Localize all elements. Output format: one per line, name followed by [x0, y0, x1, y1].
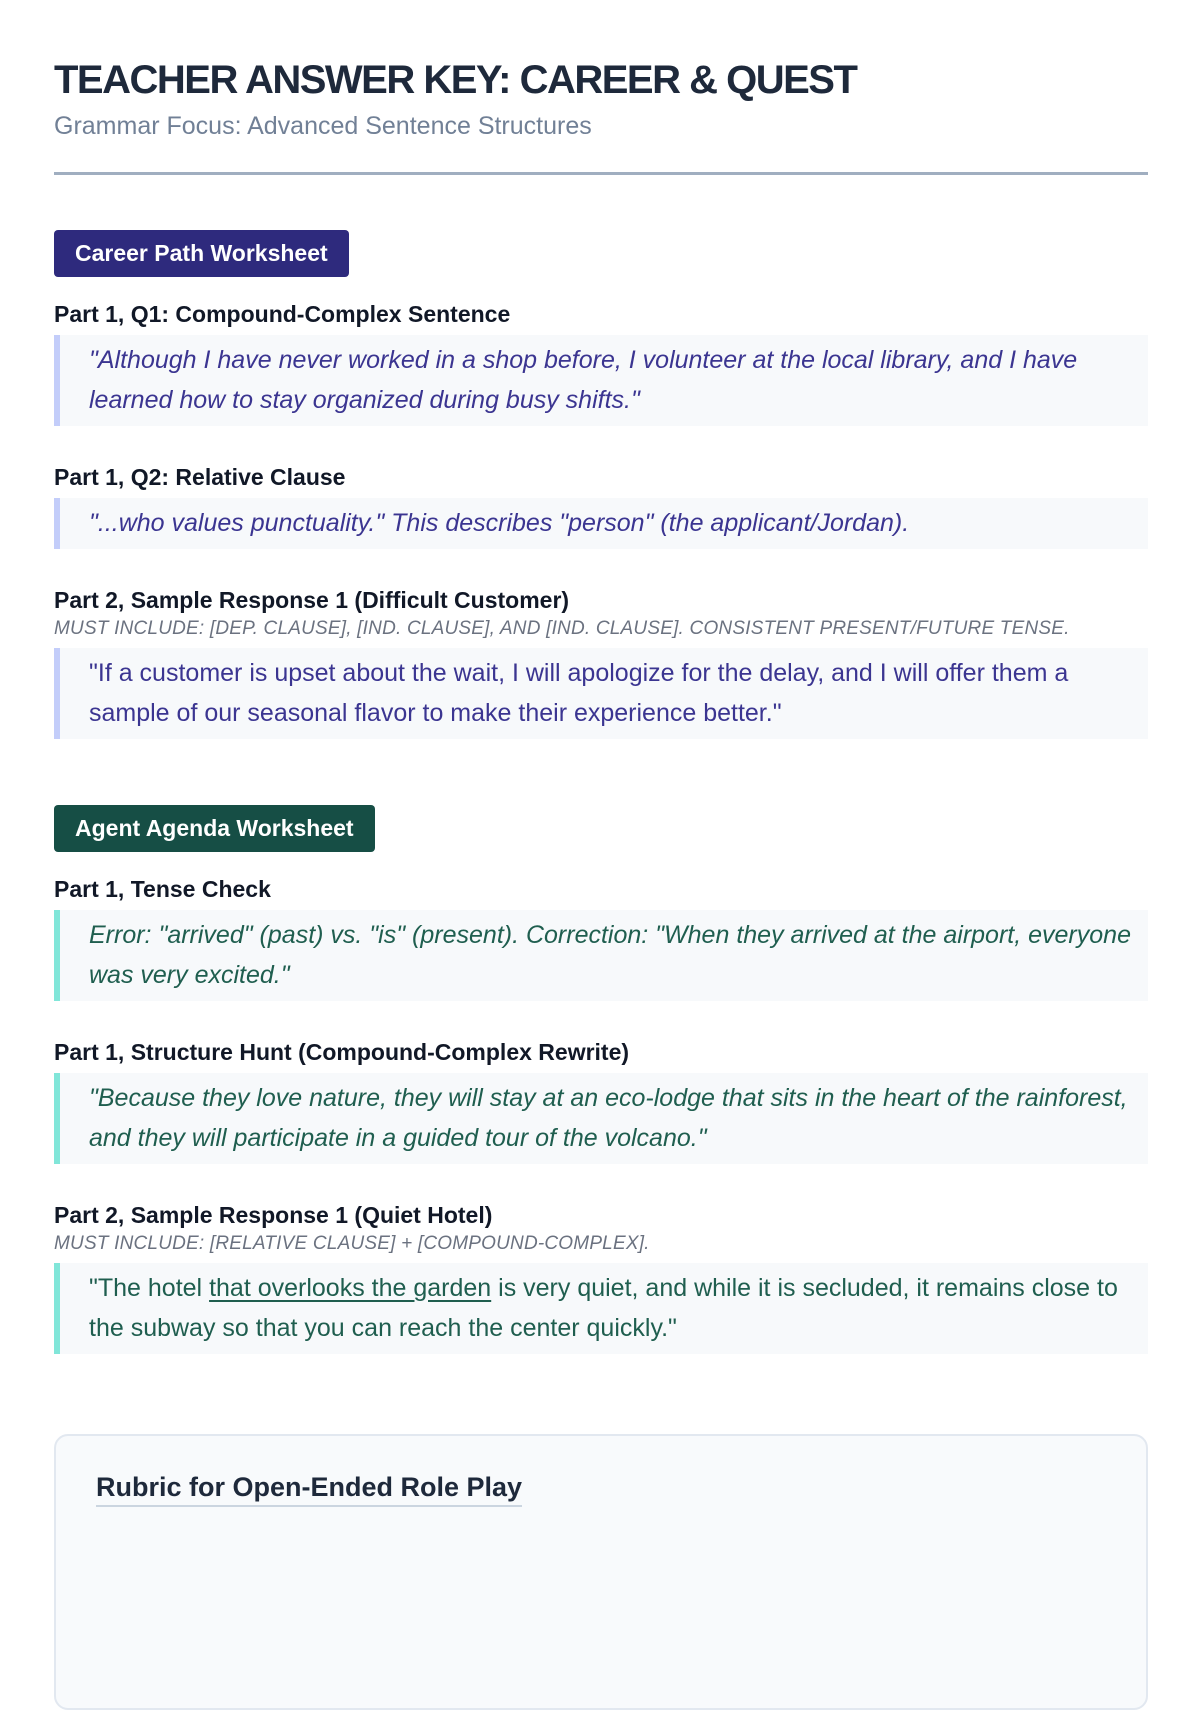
answer-quote: "Although I have never worked in a shop before, I volunteer at the local library, and I have learned how to stay organized during busy shifts." — [54, 335, 1148, 426]
answer-item — [54, 874, 1148, 1001]
answer-quote: "...who values punctuality." This describes "person" (the applicant/Jordan). — [54, 498, 1148, 549]
career-path-badge: Career Path Worksheet — [54, 230, 349, 277]
answer-quote: Error: "arrived" (past) vs. "is" (present). Correction: "When they arrived at the airport, everyone was very excited." — [54, 910, 1148, 1001]
answer-text: is very quiet, and while it is secluded, it remains close to the subway so that you can reach the center quickly." — [89, 1274, 1118, 1342]
rubric-card — [54, 1434, 1148, 1710]
question-heading: Part 2, Sample Response 1 (Difficult Customer) — [54, 587, 570, 613]
question-heading: Part 1, Tense Check — [54, 876, 271, 902]
relative-clause-underlined: that overlooks the garden — [209, 1274, 492, 1302]
requirement-note: MUST INCLUDE: [DEP. CLAUSE], [IND. CLAUSE], AND [IND. CLAUSE]. CONSISTENT PRESENT/FUTURE TENSE. — [54, 618, 1070, 639]
answer-item — [54, 299, 1148, 426]
agent-agenda-section — [54, 739, 1148, 1354]
requirement-note: MUST INCLUDE: [RELATIVE CLAUSE] + [COMPOUND-COMPLEX]. — [54, 1233, 650, 1254]
rubric-title: Rubric for Open-Ended Role Play — [96, 1472, 522, 1507]
answer-item — [54, 1037, 1148, 1164]
answer-quote: "Because they love nature, they will stay at an eco-lodge that sits in the heart of the rainforest, and they will participate in a guided tour of the volcano." — [54, 1073, 1148, 1164]
question-heading: Part 1, Q1: Compound-Complex Sentence — [54, 301, 511, 327]
agent-agenda-badge: Agent Agenda Worksheet — [54, 805, 375, 852]
answer-text: "The hotel — [89, 1274, 210, 1302]
page-title: TEACHER ANSWER KEY: CAREER & QUEST — [54, 58, 857, 102]
page-subtitle: Grammar Focus: Advanced Sentence Structures — [54, 112, 592, 140]
question-heading: Part 2, Sample Response 1 (Quiet Hotel) — [54, 1202, 493, 1228]
answer-item — [54, 462, 1148, 549]
answer-quote: "If a customer is upset about the wait, I will apologize for the delay, and I will offer them a sample of our seasonal flavor to make their experience better." — [54, 648, 1148, 739]
question-heading: Part 1, Structure Hunt (Compound-Complex Rewrite) — [54, 1039, 630, 1065]
question-heading: Part 1, Q2: Relative Clause — [54, 464, 346, 490]
career-path-section — [54, 175, 1148, 739]
answer-quote — [54, 1263, 1148, 1354]
answer-item — [54, 585, 1148, 739]
answer-item — [54, 1200, 1148, 1354]
